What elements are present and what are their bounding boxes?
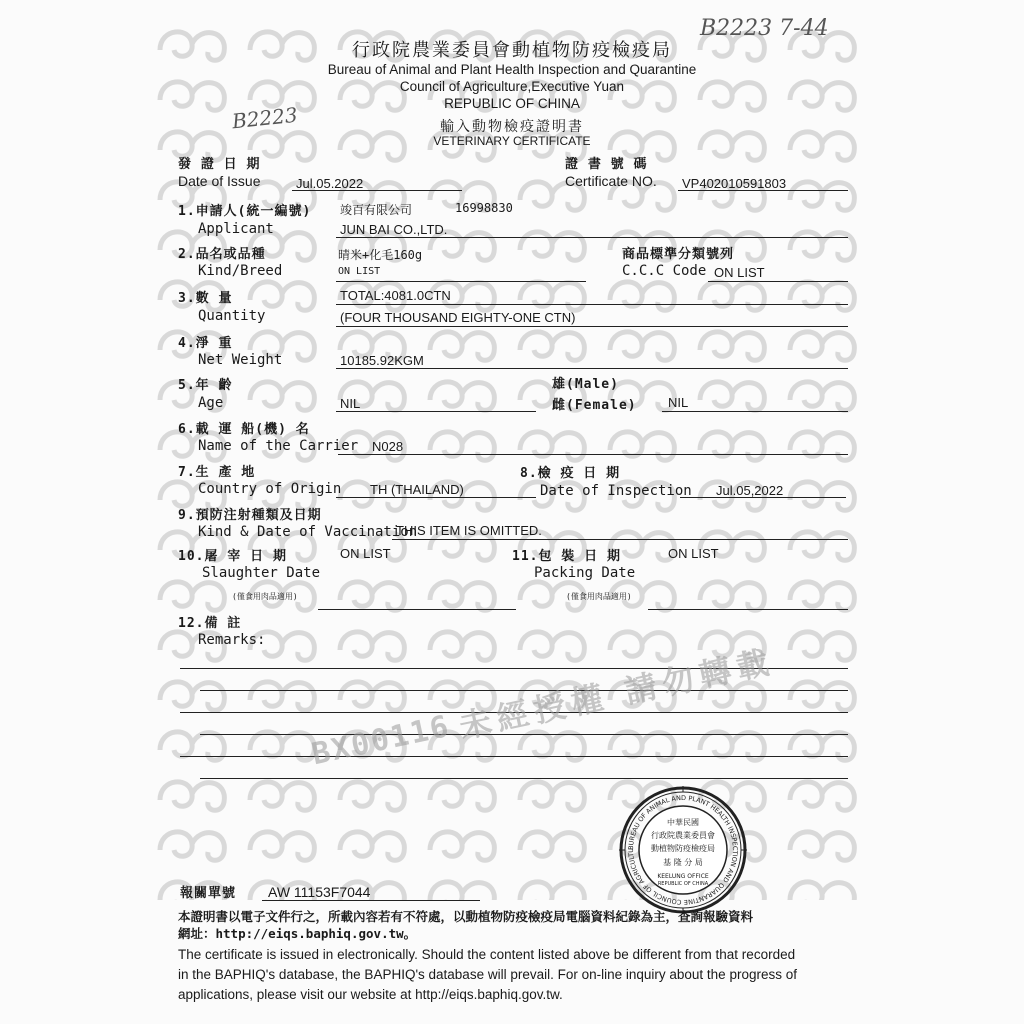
footer-note-en-2: in the BAPHIQ's database, the BAPHIQ's database will prevail. For on-line inquiry about the progress of — [178, 967, 797, 982]
applicant-label-zh: 1.申請人(統一編號) — [178, 204, 312, 219]
quantity-label-zh: 3.數 量 — [178, 291, 233, 306]
packing-date-label-zh: 11.包 裝 日 期 — [512, 549, 621, 564]
watermark-text: 未經授權 請勿轉載 — [455, 642, 778, 746]
footer-note-en-1: The certificate is issued in electronically. Should the content listed above be different from that recorded — [178, 947, 796, 962]
footer-url-zh: 網址：http://eiqs.baphiq.gov.tw。 — [178, 926, 417, 941]
applicant-tax-id: 16998830 — [455, 201, 513, 215]
issue-date-value: Jul.05.2022 — [296, 176, 364, 191]
age-underline — [336, 411, 536, 412]
age-label-en: Age — [198, 395, 224, 411]
seal-line-country: 中華民國 — [667, 818, 699, 827]
ccc-code-label-en: C.C.C Code — [622, 263, 707, 279]
carrier-label-zh: 6.載 運 船(機) 名 — [178, 422, 310, 437]
carrier-value: N028 — [372, 439, 404, 454]
origin-value: TH (THAILAND) — [370, 482, 464, 497]
seal-line-council: 行政院農業委員會 — [651, 831, 715, 840]
official-seal — [618, 785, 748, 915]
footer-note-en-3: applications, please visit our website at http://eiqs.baphiq.gov.tw. — [178, 987, 563, 1002]
remarks-line-6 — [200, 778, 848, 779]
seal-line-branch: 基 隆 分 局 — [663, 858, 703, 867]
slaughter-date-label-en: Slaughter Date — [202, 565, 321, 581]
issue-date-label-en: Date of Issue — [178, 173, 261, 189]
inspection-date-underline — [680, 497, 846, 498]
kind-label-en: Kind/Breed — [198, 263, 283, 279]
background-security-pattern — [150, 20, 870, 900]
slaughter-date-value: ON LIST — [340, 546, 391, 561]
carrier-label-en: Name of the Carrier — [198, 438, 359, 454]
applicant-label-en: Applicant — [198, 221, 274, 237]
document-title-en: VETERINARY CERTIFICATE — [433, 134, 591, 148]
agency-title-zh: 行政院農業委員會動植物防疫檢疫局 — [352, 40, 672, 61]
applicant-name-zh: 竣百有限公司 — [340, 203, 413, 217]
footer-note-zh: 本證明書以電子文件行之，所載內容若有不符處，以動植物防疫檢疫局電腦資料紀錄為主，查詢報驗資料 — [178, 909, 754, 924]
vaccination-label-zh: 9.預防注射種類及日期 — [178, 508, 322, 523]
inspection-date-value: Jul.05,2022 — [716, 483, 784, 498]
handwritten-reference-left: B2223 — [230, 102, 299, 134]
net-weight-label-en: Net Weight — [198, 352, 283, 368]
origin-underline — [336, 497, 536, 498]
remarks-label-en: Remarks: — [198, 632, 266, 648]
female-label: 雌(Female) — [552, 398, 637, 413]
seal-line-keelung: KEELUNG OFFICE — [657, 873, 709, 880]
slaughter-date-label-zh: 10.屠 宰 日 期 — [178, 549, 287, 564]
watermark-code: BX00116 — [308, 708, 454, 773]
packing-date-value: ON LIST — [668, 546, 719, 561]
age-value: NIL — [340, 396, 361, 411]
origin-label-zh: 7.生 產 地 — [178, 465, 256, 480]
seal-line-bureau: 動植物防疫檢疫局 — [651, 844, 715, 853]
male-label: 雄(Male) — [552, 377, 619, 392]
slaughter-date-note: (僅食用肉品適用) — [232, 592, 298, 601]
vaccination-label-en: Kind & Date of Vaccination — [198, 524, 418, 540]
origin-label-en: Country of Origin — [198, 481, 342, 497]
certificate-number-value: VP402010591803 — [682, 176, 787, 191]
ccc-code-underline — [708, 281, 848, 282]
issue-date-underline — [292, 190, 462, 191]
quantity-value: TOTAL:4081.0CTN — [340, 288, 451, 303]
document-title-zh: 輸入動物檢疫證明書 — [440, 119, 584, 135]
sex-value: NIL — [668, 395, 689, 410]
customs-declaration-underline — [262, 900, 480, 901]
ccc-code-value: ON LIST — [714, 265, 765, 280]
quantity-value-words: (FOUR THOUSAND EIGHTY-ONE CTN) — [340, 310, 576, 325]
customs-declaration-value: AW 11153F7044 — [268, 884, 371, 900]
customs-declaration-label: 報關單號 — [180, 886, 237, 901]
net-weight-underline — [336, 368, 848, 369]
seal-ring-text: BUREAU OF ANIMAL AND PLANT HEALTH INSPECTION AND QUARANTINE COUNCIL OF AGRICULTU — [626, 793, 740, 907]
certificate-number-underline — [678, 190, 848, 191]
applicant-name-en: JUN BAI CO.,LTD. — [340, 222, 448, 237]
certificate-number-label-en: Certificate NO. — [565, 173, 657, 189]
carrier-underline — [338, 454, 848, 455]
certificate-number-label-zh: 證 書 號 碼 — [565, 157, 648, 172]
net-weight-value: 10185.92KGM — [340, 353, 424, 368]
kind-underline — [336, 281, 586, 282]
kind-value: ON LIST — [338, 266, 381, 277]
ccc-code-label-zh: 商品標準分類號列 — [622, 247, 735, 262]
council-title-en: Council of Agriculture,Executive Yuan — [399, 79, 625, 94]
handwritten-reference-top: B2223 7-44 — [700, 16, 829, 41]
quantity-label-en: Quantity — [198, 308, 266, 324]
kind-value-zh: 晴米+化毛160g — [338, 248, 423, 262]
packing-date-note: (僅食用肉品適用) — [566, 592, 632, 601]
inspection-date-label-en: Date of Inspection — [540, 483, 692, 499]
country-title: REPUBLIC OF CHINA — [444, 96, 580, 111]
kind-label-zh: 2.品名或品種 — [178, 247, 266, 262]
agency-title-en: Bureau of Animal and Plant Health Inspection and Quarantine — [327, 62, 697, 77]
seal-line-roc: REPUBLIC OF CHINA — [657, 881, 709, 887]
quantity-underline-1 — [336, 304, 848, 305]
remarks-line-5 — [180, 756, 848, 757]
remarks-label-zh: 12.備 註 — [178, 616, 242, 631]
issue-date-label-zh: 發 證 日 期 — [178, 157, 261, 172]
vaccination-value: THIS ITEM IS OMITTED. — [396, 523, 542, 538]
sex-underline — [662, 411, 848, 412]
inspection-date-label-zh: 8.檢 疫 日 期 — [520, 466, 621, 481]
quantity-underline-2 — [336, 326, 848, 327]
age-label-zh: 5.年 齡 — [178, 378, 233, 393]
vaccination-underline — [392, 539, 848, 540]
net-weight-label-zh: 4.淨 重 — [178, 336, 233, 351]
packing-date-label-en: Packing Date — [534, 565, 636, 581]
applicant-underline — [336, 237, 848, 238]
